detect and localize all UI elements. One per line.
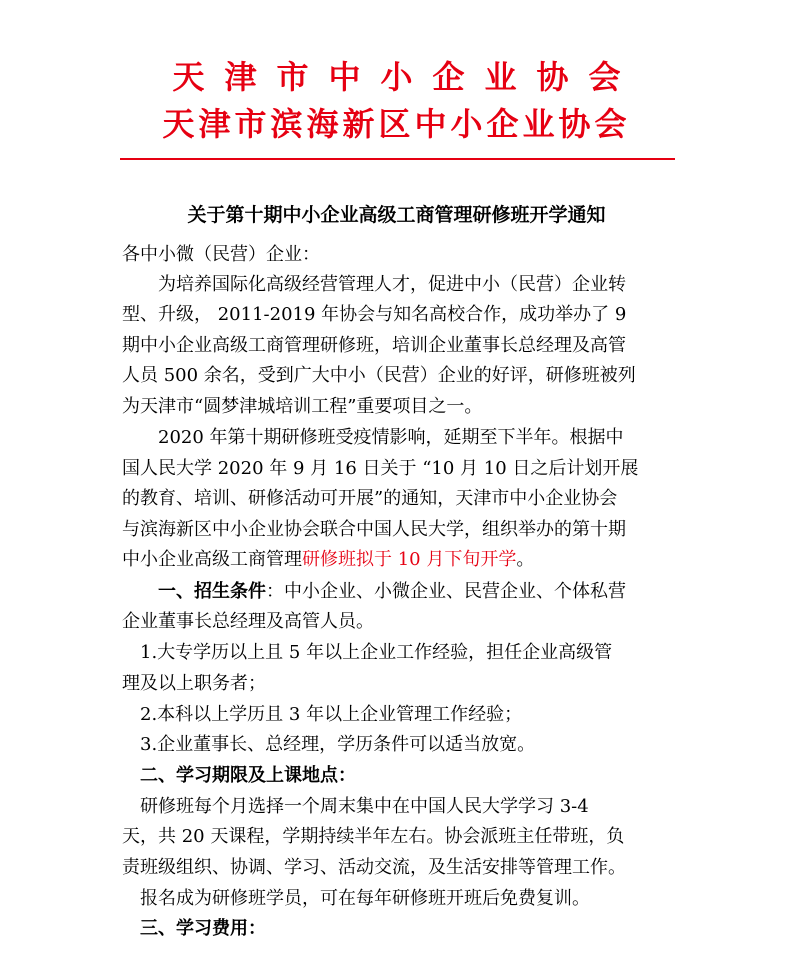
org-title-line1: 天津市中小企业协会 — [172, 58, 641, 96]
text-line: 型、升级， 2011-2019 年协会与知名高校合作，成功举办了 9 — [122, 304, 627, 325]
text-line — [158, 577, 718, 607]
section-heading: 二、学习期限及上课地点： — [140, 765, 356, 786]
header-divider — [120, 158, 675, 160]
list-item: 1.大专学历以上且 5 年以上企业工作经验，担任企业高级管 — [140, 642, 613, 663]
text-line: 2020 年第十期研修班受疫情影响，延期至下半年。根据中 — [158, 427, 624, 448]
highlighted-start-date: 研修班拟于 10 月下旬开学 — [302, 549, 517, 570]
text-end: 。 — [516, 549, 535, 570]
list-item: 2.本科以上学历且 3 年以上企业管理工作经验； — [140, 704, 523, 725]
text-line: 为天津市“圆梦津城培训工程”重要项目之一。 — [122, 396, 483, 417]
section-text: 中小企业、小微企业、民营企业、个体私营 — [284, 581, 626, 602]
text-line: 的教育、培训、研修活动可开展”的通知，天津市中小企业协会 — [122, 488, 618, 509]
salutation: 各中小微（民营）企业： — [122, 244, 320, 265]
text-line: 为培养国际化高级经营管理人才，促进中小（民营）企业转 — [158, 274, 626, 295]
text-line: 国人民大学 2020 年 9 月 16 日关于 “10 月 10 日之后计划开展 — [122, 458, 639, 479]
notice-subject: 关于第十期中小企业高级工商管理研修班开学通知 — [187, 204, 606, 226]
text-line: 人员 500 余名，受到广大中小（民营）企业的好评，研修班被列 — [122, 365, 636, 386]
text-line: 责班级组织、协调、学习、活动交流，及生活安排等管理工作。 — [122, 857, 626, 878]
section-heading: 一、招生条件 — [158, 581, 266, 602]
section-heading: 三、学习费用： — [140, 918, 266, 939]
text-line: 天，共 20 天课程，学期持续半年左右。协会派班主任带班，负 — [122, 826, 625, 847]
text-line: 报名成为研修班学员，可在每年研修班开班后免费复训。 — [140, 888, 590, 909]
text-line: 与滨海新区中小企业协会联合中国人民大学，组织举办的第十期 — [122, 519, 626, 540]
text-line: 企业董事长总经理及高管人员。 — [122, 611, 374, 632]
list-item: 3.企业董事长、总经理，学历条件可以适当放宽。 — [140, 734, 536, 755]
text-line: 理及以上职务者； — [122, 673, 266, 694]
org-title-line2: 天津市滨海新区中小企业协会 — [162, 105, 631, 143]
text-normal: 中小企业高级工商管理 — [122, 549, 302, 570]
text-line: 研修班每个月选择一个周末集中在中国人民大学学习 3-4 — [140, 796, 589, 817]
heading-colon: ： — [266, 581, 284, 602]
text-line — [122, 545, 682, 575]
text-line: 期中小企业高级工商管理研修班，培训企业董事长总经理及高管 — [122, 335, 626, 356]
